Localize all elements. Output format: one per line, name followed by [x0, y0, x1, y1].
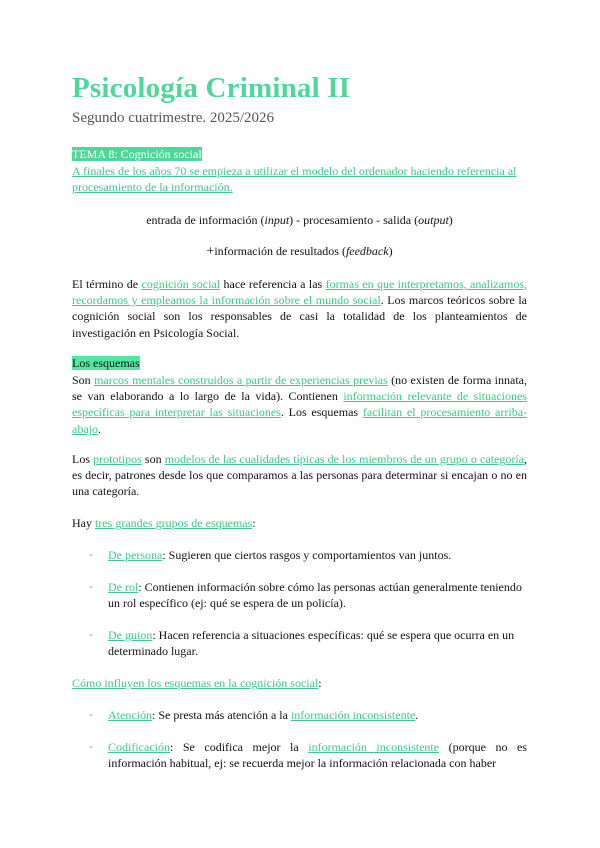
- formula-text: entrada de información (: [146, 213, 265, 227]
- paragraph-text: Los: [72, 452, 94, 466]
- esquemas-heading: Los esquemas: [72, 356, 140, 370]
- document-title: Psicología Criminal II: [72, 72, 351, 104]
- paragraph-text: hace referencia a las: [220, 277, 326, 291]
- tres-grupos-link[interactable]: tres grandes grupos de esquemas: [95, 516, 253, 530]
- formas-link[interactable]: formas en que interpretamos, analizamos, recordamos y empleamos la información sobre el mundo social: [72, 277, 527, 308]
- plus-sign: +: [206, 244, 215, 259]
- paragraph-text: (no existen de forma innata, se van elaborando a lo largo de la vida). Contienen: [72, 373, 527, 404]
- tema-heading-line: [72, 146, 527, 162]
- informacion-relevante-link[interactable]: información relevante de situaciones específicas para interpretar las situaciones: [72, 389, 527, 420]
- paragraph-text: :: [318, 676, 322, 690]
- list-item-persona: [108, 547, 527, 563]
- list-item-text: : Hacen referencia a situaciones específicas: qué se espera que ocurra en un determinado lugar.: [108, 628, 515, 659]
- formula-text: ): [388, 244, 393, 258]
- formula-text: ) - procesamiento - salida (: [289, 213, 419, 227]
- list-item-text: .: [415, 708, 419, 722]
- tema-heading: TEMA 8: Cognición social: [72, 147, 202, 161]
- paragraph-text: .: [98, 421, 101, 436]
- procesamiento-link[interactable]: facilitan el procesamiento arriba-abajo: [72, 405, 528, 436]
- formula-feedback-term: feedback: [345, 244, 389, 258]
- list-bullet: -: [89, 579, 93, 593]
- paragraph-text: . Los marcos teóricos sobre la cognición social son los responsables de casi la totalidad de los planteamientos de investigación en Psicología Social.: [72, 293, 527, 340]
- persona-link[interactable]: De persona: [108, 548, 163, 562]
- intro-link[interactable]: A finales de los años 70 se empieza a utilizar el modelo del ordenador haciendo referencia al procesamiento de la información.: [72, 164, 517, 195]
- cognicion-paragraph: [72, 276, 527, 341]
- rol-link[interactable]: De rol: [108, 580, 139, 594]
- influencia-link[interactable]: Cómo influyen los esquemas en la cognición social: [72, 676, 319, 690]
- formula-input-term: input: [264, 213, 290, 227]
- codificacion-link[interactable]: Codificación: [108, 740, 170, 754]
- paragraph-text: son: [141, 452, 165, 466]
- list-item-rol: [108, 579, 527, 611]
- prototipos-link[interactable]: prototipos: [93, 452, 142, 466]
- informacion-inconsistente-link[interactable]: información inconsistente: [308, 740, 440, 754]
- paragraph-text: , es decir, patrones desde los que comparamos a las personas para determinar si encajan o no en una categoría.: [72, 452, 528, 499]
- paragraph-text: . Los esquemas: [280, 405, 363, 420]
- list-item-guion: [108, 627, 527, 659]
- guion-link[interactable]: De guion: [108, 628, 153, 642]
- list-item-text: (porque no es información habitual, ej: se recuerda mejor la información relacionada con haber: [108, 740, 527, 771]
- informacion-inconsistente-link[interactable]: información inconsistente: [290, 708, 416, 722]
- list-item-codificacion: [108, 739, 527, 771]
- cognicion-social-link[interactable]: cognición social: [141, 277, 221, 291]
- formula-text: ): [448, 213, 453, 227]
- formula-text: información de resultados (: [214, 244, 346, 258]
- document-subtitle: Segundo cuatrimestre. 2025/2026: [72, 110, 275, 126]
- paragraph-text: :: [252, 516, 256, 530]
- grupos-intro: [72, 515, 527, 531]
- formula-line-1: [72, 212, 527, 228]
- atencion-link[interactable]: Atención: [108, 708, 152, 722]
- esquemas-paragraph: [72, 372, 527, 437]
- list-item-text: : Contienen información sobre cómo las personas actúan generalmente teniendo un rol específico (ej: qué se espera de un policía).: [108, 580, 522, 611]
- paragraph-text: Son: [72, 373, 95, 387]
- list-item-text: : Se codifica mejor la: [169, 740, 309, 754]
- list-bullet: -: [89, 547, 93, 561]
- esquemas-heading-line: [72, 355, 527, 371]
- list-bullet: -: [89, 627, 93, 641]
- list-item-atencion: [108, 707, 527, 723]
- marcos-mentales-link[interactable]: marcos mentales construidos a partir de experiencias previas: [94, 373, 388, 387]
- list-item-text: : Se presta más atención a la: [152, 708, 291, 722]
- paragraph-text: El término de: [72, 277, 142, 291]
- list-item-text: : Sugieren que ciertos rasgos y comportamientos van juntos.: [162, 548, 452, 562]
- prototipos-paragraph: [72, 451, 527, 500]
- formula-line-2: [72, 243, 527, 260]
- list-bullet: -: [89, 707, 93, 721]
- paragraph-text: Hay: [72, 516, 95, 530]
- list-bullet: -: [89, 739, 93, 753]
- tema-intro: [72, 163, 527, 195]
- modelos-link[interactable]: modelos de las cualidades típicas de los miembros de un grupo o categoría: [164, 452, 525, 466]
- formula-output-term: output: [418, 213, 449, 227]
- influencia-heading: [72, 675, 527, 691]
